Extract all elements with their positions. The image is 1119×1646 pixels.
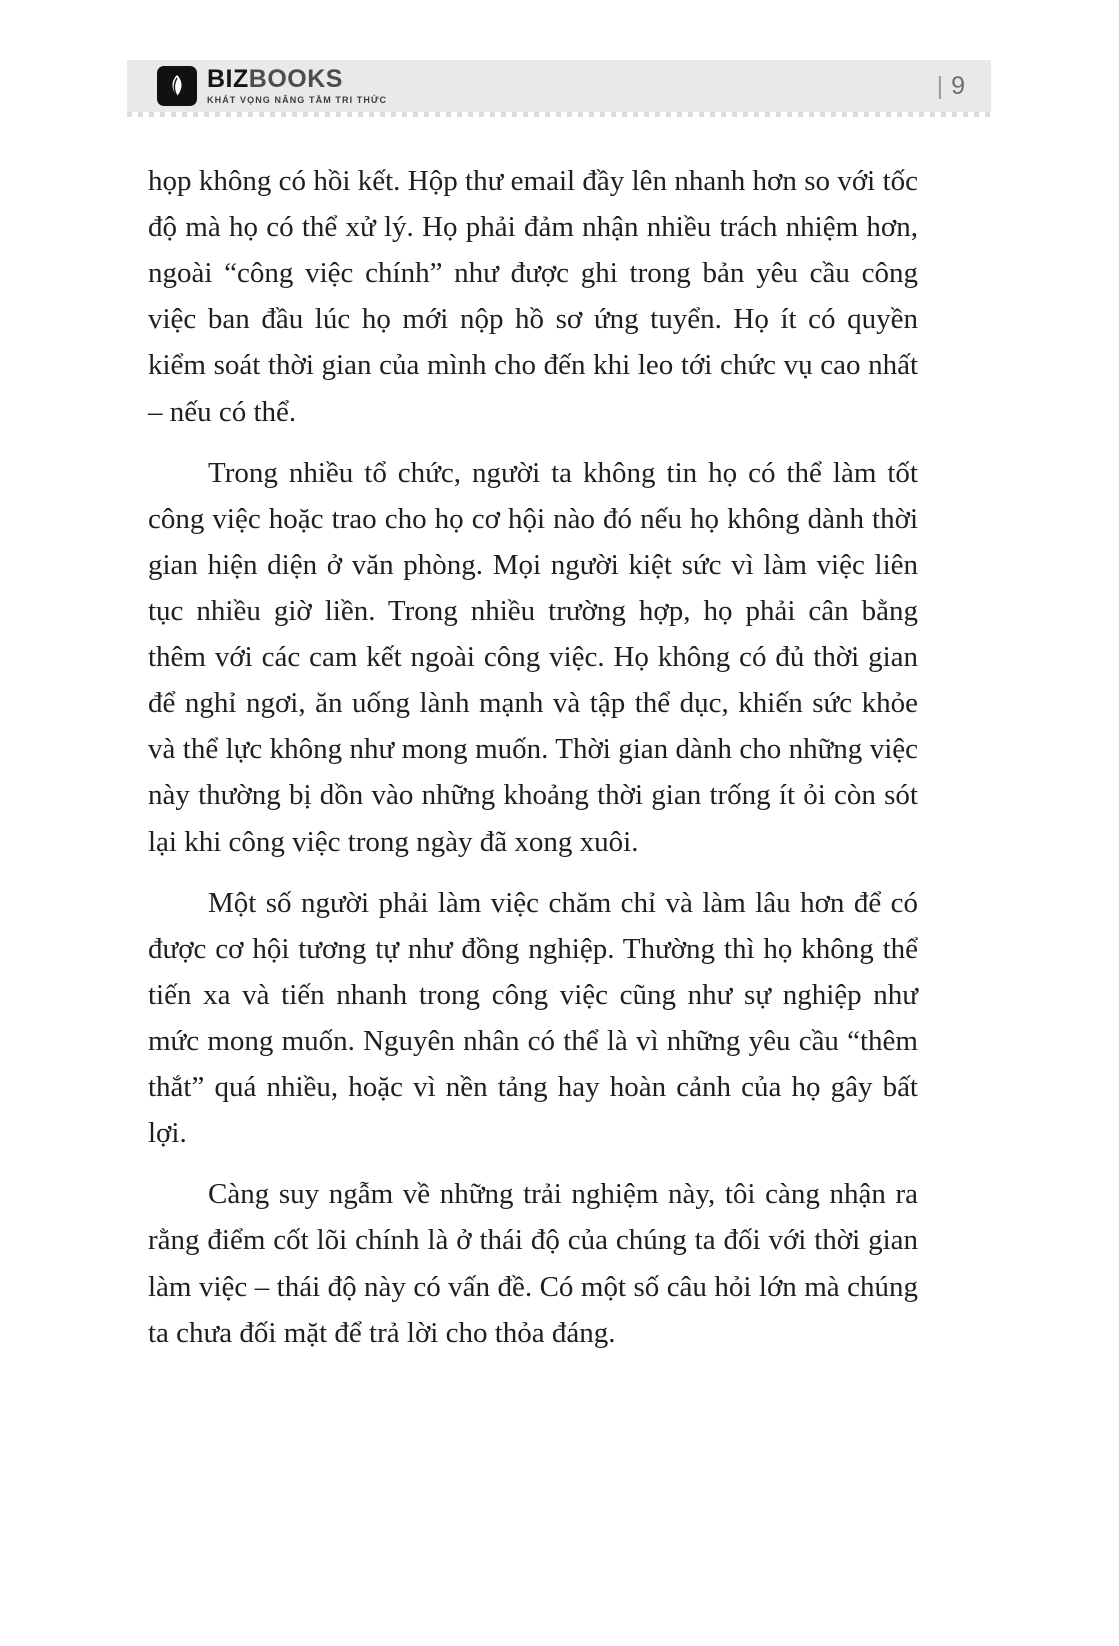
brand-name [207,67,387,92]
paragraph-4: Càng suy ngẫm về những trải nghiệm này, tôi càng nhận ra rằng điểm cốt lõi chính là ở thái độ của chúng ta đối với thời gian làm việc – thái độ này có vấn đề. Có một số câu hỏi lớn mà chúng ta chưa đối mặt để trả lời cho thỏa đáng. [148,1178,918,1349]
bizbooks-logo-text [207,67,387,105]
page-number-value: 9 [951,71,965,100]
brand-tagline: KHÁT VỌNG NÂNG TẦM TRI THỨC [207,95,388,105]
page-number [937,72,977,101]
paragraph-2: Trong nhiều tổ chức, người ta không tin họ có thể làm tốt công việc hoặc trao cho họ cơ hội nào đó nếu họ không dành thời gian hiện diện ở văn phòng. Mọi người kiệt sức vì làm việc liên tục nhiều giờ liền. Trong nhiều trường hợp, họ phải cân bằng thêm với các cam kết ngoài công việc. Họ không có đủ thời gian để nghỉ ngơi, ăn uống lành mạnh và tập thể dục, khiến sức khỏe và thể lực không như mong muốn. Thời gian dành cho những việc này thường bị dồn vào những khoảng thời gian trống ít ỏi còn sót lại khi công việc trong ngày đã xong xuôi. [148,456,918,858]
brand-biz: BIZ [207,65,249,93]
page-number-separator: | [936,71,944,100]
page-header [127,60,991,112]
paragraph-1: họp không có hồi kết. Hộp thư email đầy lên nhanh hơn so với tốc độ mà họ có thể xử lý. Họ phải đảm nhận nhiều trách nhiệm hơn, ngoài “công việc chính” như được ghi trong bản yêu cầu công việc ban đầu lúc họ mới nộp hồ sơ ứng tuyển. Họ ít có quyền kiểm soát thời gian của mình cho đến khi leo tới chức vụ cao nhất – nếu có thể. [148,165,918,428]
bizbooks-logo [157,66,387,106]
brand-books: BOOKS [248,65,343,93]
bizbooks-logo-icon [157,66,197,106]
page-content [148,158,918,1371]
paragraph-3: Một số người phải làm việc chăm chỉ và làm lâu hơn để có được cơ hội tương tự như đồng nghiệp. Thường thì họ không thể tiến xa và tiến nhanh trong công việc cũng như sự nghiệp như mức mong muốn. Nguyên nhân có thể là vì những yêu cầu “thêm thắt” quá nhiều, hoặc vì nền tảng hay hoàn cảnh của họ gây bất lợi. [148,886,918,1150]
